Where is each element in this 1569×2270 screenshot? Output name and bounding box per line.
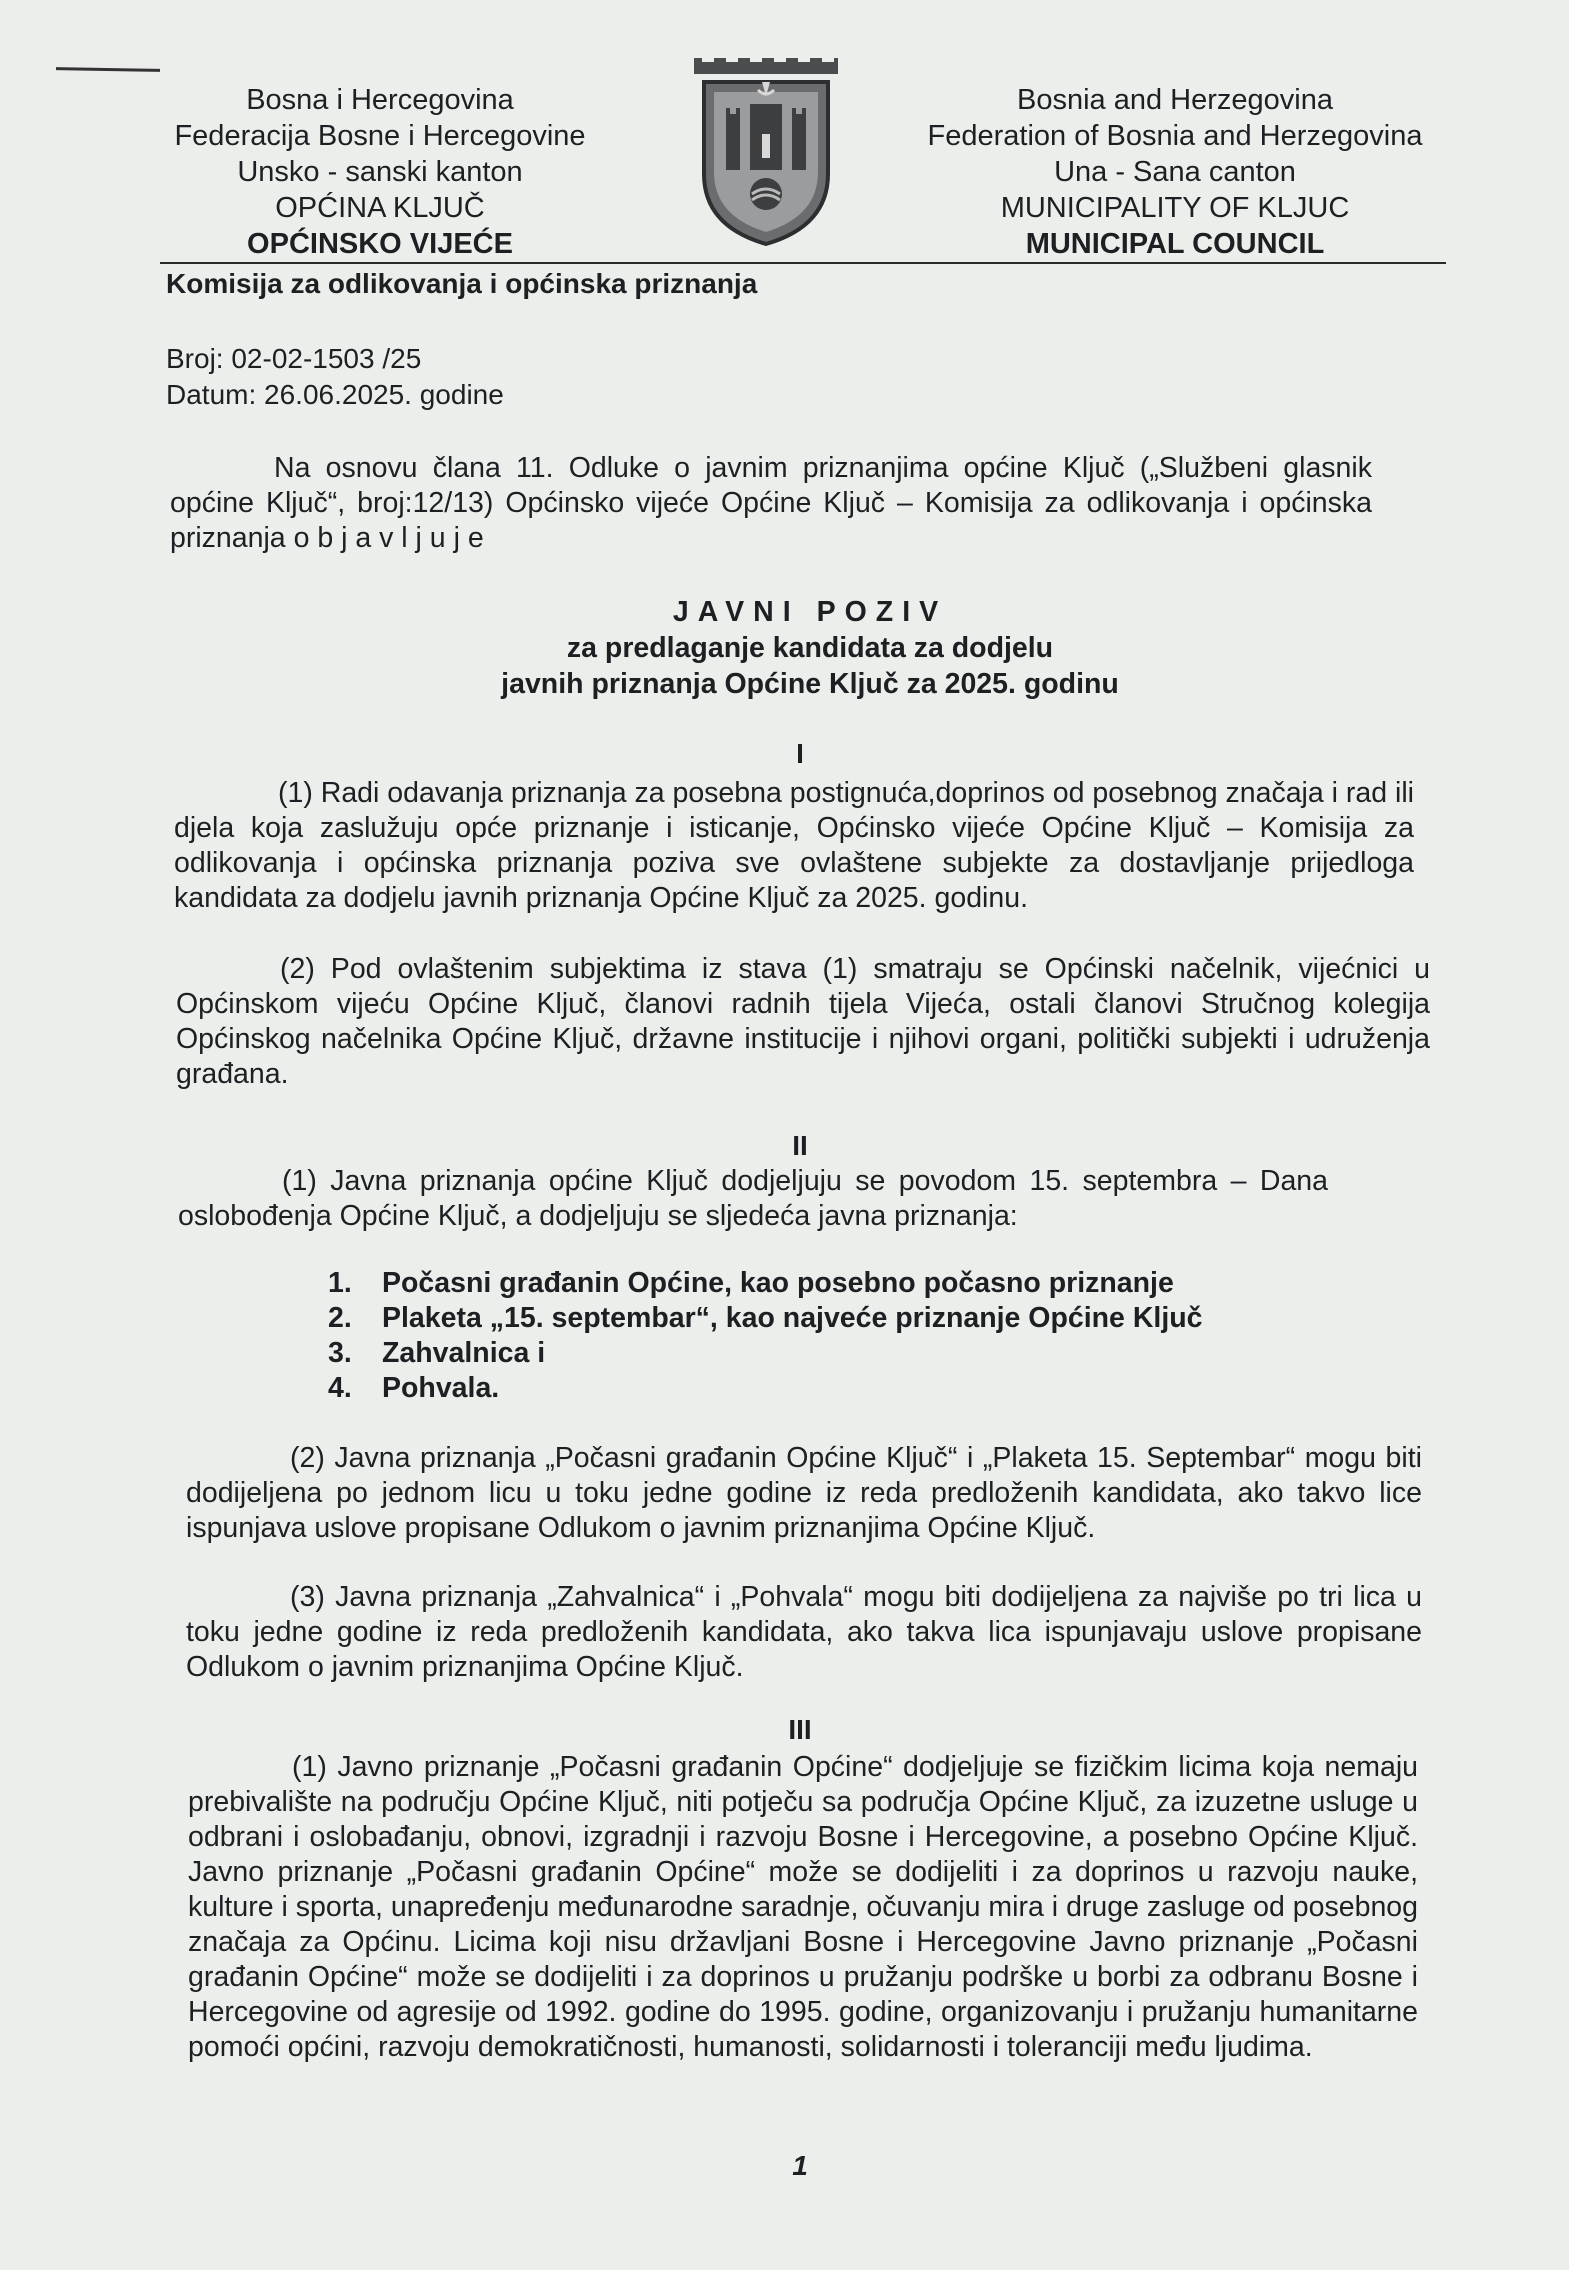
intro-paragraph	[170, 451, 1372, 556]
section3-paragraph1	[188, 1750, 1418, 2065]
header-right-line: MUNICIPALITY OF KLJUC	[1000, 192, 1350, 224]
paragraph-text: (2) Javna priznanja „Počasni građanin Općine Ključ“ i „Plaketa 15. Septembar“ mogu biti dodijeljena po jednom licu u toku jedne godine iz reda predloženih kandidata, ako takvo lice ispunjava uslove propisane Odlukom o javnim priznanjima Općine Ključ.	[186, 1442, 1422, 1544]
list-item-text: Zahvalnica i	[382, 1337, 546, 1369]
list-item-text: Pohvala.	[382, 1372, 500, 1404]
intro-text: Na osnovu člana 11. Odluke o javnim priznanjima općine Ključ („Službeni glasnik općine Ključ“, broj:12/13) Općinsko vijeće Općine Ključ – Komisija za odlikovanja i općinska priznanja o b j a v l j u j e	[170, 452, 1372, 554]
list-item-number: 1.	[328, 1267, 352, 1299]
paragraph-text: (1) Radi odavanja priznanja za posebna postignuća,doprinos od posebnog značaja i rad ili djela koja zaslužuju opće priznanje i isticanje, Općinsko vijeće Općine Ključ – Komisija za odlikovanja i općinska priznanja poziva sve ovlaštene subjekte za dostavljanje prijedloga kandidata za dodjelu javnih priznanja Općine Ključ za 2025. godinu.	[174, 777, 1415, 914]
paragraph-text: (1) Javno priznanje „Počasni građanin Općine“ dodjeljuje se fizičkim licima koja nemaju prebivalište na području Općine Ključ, niti potječu sa područja Općine Ključ, za izuzetne usluge u odbrani i oslobađanju, obnovi, izgradnji i razvoju Bosne i Hercegovine, a posebno Općine Ključ. Javno priznanje „Počasni građanin Općine“ može se dodijeliti i za doprinos u razvoju nauke, kulture i sporta, unapređenju međunarodne saradnje, očuvanju mira i druge zasluge od posebnog značaja za Općinu. Licima koji nisu državljani Bosne i Hercegovine Javno priznanje „Počasni građanin Općine“ može se dodijeliti i za doprinos u pružanju podrške u borbi za odbranu Bosne i Hercegovine od agresije od 1992. godine do 1995. godine, organizovanju i pružanju humanitarne pomoći općini, razvoju demokratičnosti, humanosti, solidarnosti i toleranciji među ljudima.	[188, 1751, 1418, 2063]
awards-list	[328, 1266, 1203, 1406]
header-right-line: Una - Sana canton	[1054, 156, 1296, 188]
document-title	[380, 594, 1240, 702]
paragraph-text: (2) Pod ovlaštenim subjektima iz stava (1) smatraju se Općinski načelnik, vijećnici u Općinskom vijeću Općine Ključ, članovi radnih tijela Vijeća, ostali članovi Stručnog kolegija Općinskog načelnika Općine Ključ, državne institucije i njihovi organi, politički subjekti i udruženja građana.	[176, 953, 1430, 1090]
page-number: 1	[792, 2150, 808, 2181]
section-numeral: III	[788, 1714, 812, 1745]
document-number: Broj: 02-02-1503 /25	[166, 343, 422, 374]
list-item-number: 3.	[328, 1337, 352, 1369]
document-date: Datum: 26.06.2025. godine	[166, 379, 504, 410]
title-main: JAVNI POZIV	[672, 596, 948, 628]
scan-mark	[56, 67, 160, 72]
section2-paragraph3	[186, 1580, 1422, 1685]
coat-of-arms-icon	[692, 56, 840, 248]
header-left-line: Federacija Bosne i Hercegovine	[174, 120, 586, 152]
header-divider	[160, 262, 1446, 264]
list-item-number: 4.	[328, 1372, 352, 1404]
section2-paragraph2	[186, 1441, 1422, 1546]
header-right-line: Bosnia and Herzegovina	[1017, 84, 1333, 116]
section1-paragraph1	[174, 776, 1414, 916]
paragraph-text: (3) Javna priznanja „Zahvalnica“ i „Pohvala“ mogu biti dodijeljena za najviše po tri lica u toku jedne godine iz reda predloženih kandidata, ako takva lica ispunjavaju uslove propisane Odlukom o javnim priznanjima Općine Ključ.	[186, 1581, 1422, 1683]
list-item	[328, 1371, 1203, 1406]
header-left-line: Bosna i Hercegovina	[246, 84, 514, 116]
header-left-line: Unsko - sanski kanton	[237, 156, 523, 188]
header-right	[915, 82, 1435, 262]
committee-name: Komisija za odlikovanja i općinska priznanja	[166, 268, 758, 299]
list-item	[328, 1266, 1203, 1301]
list-item-text: Počasni građanin Općine, kao posebno počasno priznanje	[382, 1267, 1174, 1299]
list-item	[328, 1336, 1203, 1371]
header-right-council: MUNICIPAL COUNCIL	[1025, 228, 1325, 260]
header-right-line: Federation of Bosnia and Herzegovina	[927, 120, 1423, 152]
header-left	[120, 82, 640, 262]
section1-paragraph2	[176, 952, 1430, 1092]
section2-paragraph1	[178, 1164, 1328, 1234]
section-numeral: I	[796, 738, 804, 769]
title-line: javnih priznanja Općine Ključ za 2025. godinu	[501, 668, 1119, 700]
section-numeral: II	[792, 1130, 808, 1161]
document-meta	[166, 341, 504, 413]
list-item-number: 2.	[328, 1302, 352, 1334]
title-line: za predlaganje kandidata za dodjelu	[566, 632, 1054, 664]
list-item-text: Plaketa „15. septembar“, kao najveće priznanje Općine Ključ	[382, 1302, 1203, 1334]
header-left-line: OPĆINA KLJUČ	[275, 192, 485, 224]
list-item	[328, 1301, 1203, 1336]
header-left-council: OPĆINSKO VIJEĆE	[247, 228, 513, 260]
paragraph-text: (1) Javna priznanja općine Ključ dodjeljuju se povodom 15. septembra – Dana oslobođenja Općine Ključ, a dodjeljuju se sljedeća javna priznanja:	[178, 1165, 1328, 1232]
